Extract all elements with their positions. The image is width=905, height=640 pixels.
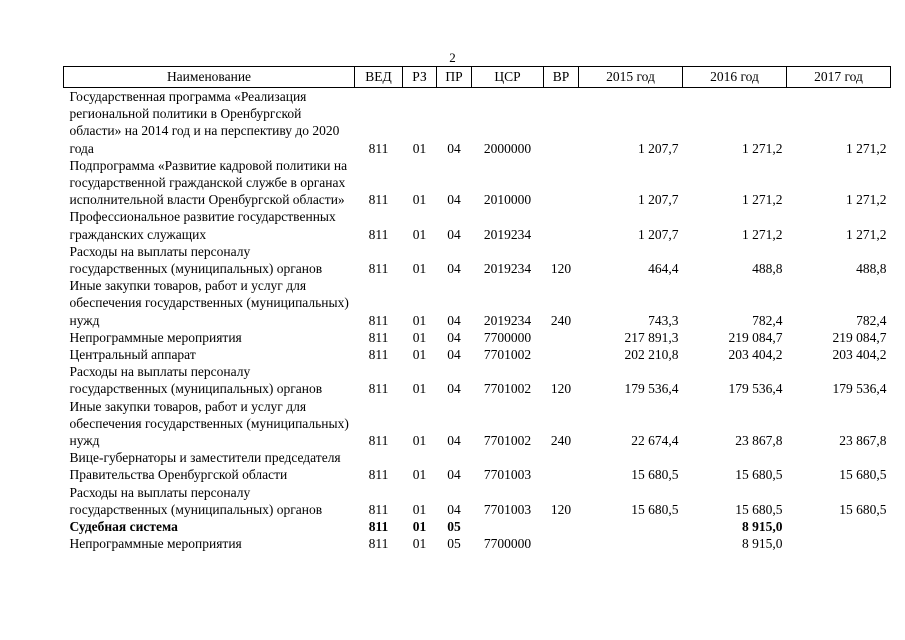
cell-vr: 120 — [550, 381, 572, 397]
table-row — [64, 208, 891, 242]
cell-vr — [544, 157, 579, 209]
cell-csr: 7700000 — [483, 329, 532, 345]
cell-vr: 120 — [550, 261, 572, 277]
cell-csr: 2010000 — [483, 192, 532, 208]
cell-2017: 219 084,7 — [832, 329, 887, 345]
page-number: 2 — [449, 50, 456, 65]
cell-ved: 811 — [368, 312, 389, 328]
cell-pr: 04 — [447, 501, 461, 517]
cell-rz: 01 — [412, 312, 427, 328]
cell-vr — [544, 208, 579, 242]
cell-2016: 488,8 — [752, 261, 783, 277]
cell-pr: 04 — [447, 467, 461, 483]
header-pr: ПР — [437, 67, 472, 88]
cell-rz: 01 — [412, 192, 427, 208]
cell-ved: 811 — [368, 519, 389, 535]
cell-2015: 464,4 — [648, 261, 679, 277]
cell-pr: 04 — [447, 261, 461, 277]
cell-name: Государственная программа «Реализация региональной политики в Оренбургской области» на 2014 год и на перспективу до 2020 года — [69, 89, 340, 156]
cell-vr — [544, 518, 579, 535]
cell-ved: 811 — [368, 226, 389, 242]
cell-2017 — [787, 518, 891, 535]
cell-2016: 1 271,2 — [742, 192, 783, 208]
cell-rz: 01 — [412, 381, 427, 397]
cell-name: Вице-губернаторы и заместители председателя Правительства Оренбургской области — [69, 450, 341, 483]
header-vr: ВР — [544, 67, 579, 88]
cell-rz: 01 — [412, 261, 427, 277]
cell-pr: 04 — [447, 347, 461, 363]
header-rz: РЗ — [403, 67, 437, 88]
cell-rz: 01 — [412, 467, 427, 483]
cell-rz: 01 — [412, 536, 427, 552]
table-row — [64, 157, 891, 209]
table-row — [64, 535, 891, 552]
header-name: Наименование — [64, 67, 355, 88]
cell-2015 — [579, 535, 683, 552]
cell-2017: 179 536,4 — [832, 381, 887, 397]
cell-ved: 811 — [368, 501, 389, 517]
cell-2017: 203 404,2 — [832, 347, 887, 363]
table-row — [64, 518, 891, 535]
cell-rz: 01 — [412, 347, 427, 363]
cell-2015: 179 536,4 — [624, 381, 679, 397]
cell-ved: 811 — [368, 347, 389, 363]
table-row — [64, 449, 891, 483]
cell-rz: 01 — [412, 140, 427, 156]
cell-pr: 04 — [447, 192, 461, 208]
header-ved: ВЕД — [355, 67, 403, 88]
cell-2015: 1 207,7 — [638, 226, 679, 242]
cell-vr — [544, 449, 579, 483]
cell-csr: 7701003 — [483, 467, 532, 483]
cell-2015: 15 680,5 — [631, 501, 679, 517]
cell-vr: 240 — [550, 433, 572, 449]
cell-2017: 1 271,2 — [846, 192, 887, 208]
cell-pr: 04 — [447, 226, 461, 242]
table-row — [64, 88, 891, 157]
cell-rz: 01 — [412, 329, 427, 345]
cell-pr: 04 — [447, 312, 461, 328]
cell-vr — [544, 88, 579, 157]
cell-ved: 811 — [368, 536, 389, 552]
cell-csr: 2019234 — [483, 312, 532, 328]
cell-csr: 2019234 — [483, 226, 532, 242]
cell-csr: 7701002 — [483, 381, 532, 397]
cell-pr: 04 — [447, 140, 461, 156]
cell-2015: 217 891,3 — [624, 329, 679, 345]
header-2016: 2016 год — [683, 67, 787, 88]
cell-vr — [544, 346, 579, 363]
cell-2016: 203 404,2 — [728, 347, 783, 363]
table-header-row — [64, 67, 891, 88]
cell-2016: 1 271,2 — [742, 226, 783, 242]
cell-2016: 782,4 — [752, 312, 783, 328]
cell-name: Расходы на выплаты персоналу государственных (муниципальных) органов — [69, 364, 323, 397]
cell-name: Центральный аппарат — [69, 347, 196, 363]
header-2017: 2017 год — [787, 67, 891, 88]
cell-2017: 488,8 — [856, 261, 887, 277]
cell-name: Судебная система — [69, 519, 178, 535]
cell-pr: 04 — [447, 329, 461, 345]
cell-name: Профессиональное развитие государственных гражданских служащих — [69, 209, 336, 242]
cell-csr: 7701002 — [483, 347, 532, 363]
cell-2015: 1 207,7 — [638, 140, 679, 156]
cell-pr: 05 — [447, 519, 461, 535]
cell-name: Непрограммные мероприятия — [69, 536, 242, 552]
cell-2015 — [579, 518, 683, 535]
cell-2016: 1 271,2 — [742, 140, 783, 156]
table-row — [64, 484, 891, 518]
cell-2015: 743,3 — [648, 312, 679, 328]
cell-2017: 23 867,8 — [839, 433, 887, 449]
cell-csr: 7701003 — [483, 501, 532, 517]
cell-name: Расходы на выплаты персоналу государственных (муниципальных) органов — [69, 484, 323, 517]
table-row — [64, 329, 891, 346]
cell-2016: 8 915,0 — [742, 519, 783, 535]
cell-ved: 811 — [368, 192, 389, 208]
cell-rz: 01 — [412, 519, 427, 535]
cell-csr — [472, 518, 544, 535]
cell-name: Иные закупки товаров, работ и услуг для обеспечения государственных (муниципальных) нужд — [69, 278, 349, 328]
cell-2016: 15 680,5 — [735, 467, 783, 483]
cell-ved: 811 — [368, 329, 389, 345]
cell-name: Подпрограмма «Развитие кадровой политики на государственной гражданской службе в органах исполнительной власти Оренбургской области» — [69, 157, 348, 208]
header-csr: ЦСР — [472, 67, 544, 88]
cell-name: Непрограммные мероприятия — [69, 329, 242, 345]
table-row — [64, 398, 891, 450]
cell-2016: 179 536,4 — [728, 381, 783, 397]
cell-ved: 811 — [368, 261, 389, 277]
cell-rz: 01 — [412, 433, 427, 449]
cell-2017: 1 271,2 — [846, 140, 887, 156]
cell-csr: 2000000 — [483, 140, 532, 156]
cell-2017: 1 271,2 — [846, 226, 887, 242]
cell-2016: 219 084,7 — [728, 329, 783, 345]
cell-ved: 811 — [368, 467, 389, 483]
cell-2015: 22 674,4 — [631, 433, 679, 449]
cell-rz: 01 — [412, 501, 427, 517]
cell-rz: 01 — [412, 226, 427, 242]
cell-2017 — [787, 535, 891, 552]
cell-2016: 15 680,5 — [735, 501, 783, 517]
cell-2016: 23 867,8 — [735, 433, 783, 449]
table-row — [64, 277, 891, 329]
table-row — [64, 346, 891, 363]
cell-pr: 04 — [447, 381, 461, 397]
header-2015: 2015 год — [579, 67, 683, 88]
cell-pr: 04 — [447, 433, 461, 449]
cell-2015: 202 210,8 — [624, 347, 679, 363]
cell-name: Иные закупки товаров, работ и услуг для обеспечения государственных (муниципальных) нужд — [69, 398, 349, 449]
cell-2017: 782,4 — [856, 312, 887, 328]
cell-vr — [544, 535, 579, 552]
table-row — [64, 363, 891, 397]
cell-ved: 811 — [368, 381, 389, 397]
table-row — [64, 243, 891, 277]
cell-vr: 240 — [550, 312, 572, 328]
table-body — [64, 88, 891, 553]
cell-2015: 1 207,7 — [638, 192, 679, 208]
cell-ved: 811 — [368, 140, 389, 156]
cell-2017: 15 680,5 — [839, 501, 887, 517]
cell-name: Расходы на выплаты персоналу государственных (муниципальных) органов — [69, 243, 323, 277]
cell-2017: 15 680,5 — [839, 467, 887, 483]
cell-pr: 05 — [447, 536, 461, 552]
cell-2015: 15 680,5 — [631, 467, 679, 483]
cell-vr: 120 — [550, 501, 572, 517]
cell-csr: 2019234 — [483, 261, 532, 277]
cell-csr: 7700000 — [483, 536, 532, 552]
cell-2016: 8 915,0 — [742, 536, 783, 552]
cell-ved: 811 — [368, 433, 389, 449]
cell-vr — [544, 329, 579, 346]
budget-table — [63, 66, 891, 552]
cell-csr: 7701002 — [483, 433, 532, 449]
